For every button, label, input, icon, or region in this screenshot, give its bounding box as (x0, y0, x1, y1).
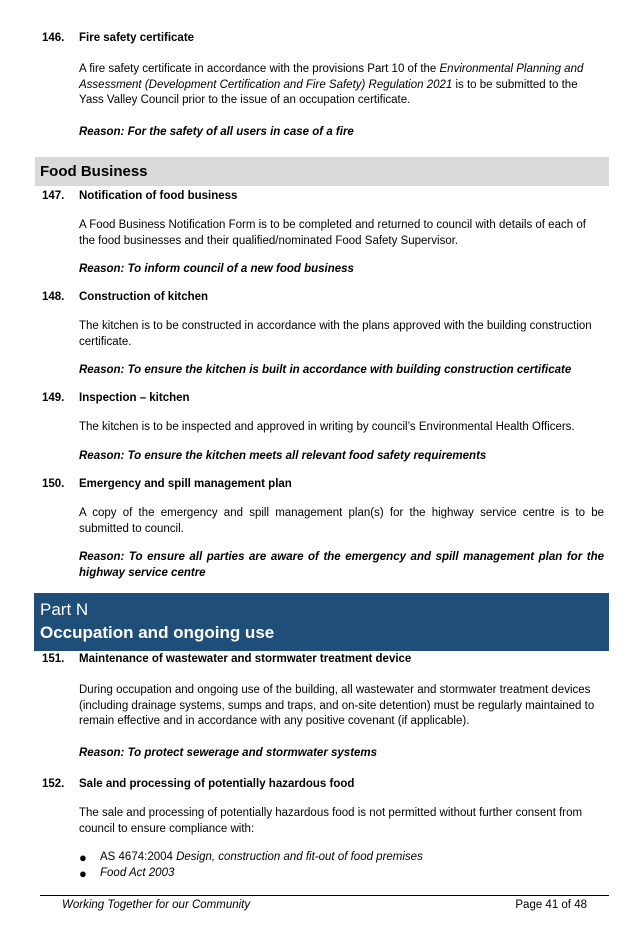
condition-reason: Reason: To inform council of a new food business (79, 263, 354, 275)
condition-body: During occupation and ongoing use of the building, all wastewater and stormwater treatment devices (including drainage systems, sumps and traps, and on-site detention) must be regularly maintained to remain effective and in accordance with any positive covenant (if applicable). (79, 684, 595, 727)
body-text: is to be submitted to the Yass Valley Council prior to the issue of an occupation certificate. (79, 78, 578, 106)
condition-title: Emergency and spill management plan (79, 478, 292, 490)
condition-number: 152. (42, 778, 65, 790)
condition-title: Inspection – kitchen (79, 392, 190, 404)
condition-body (79, 62, 604, 109)
condition-reason: Reason: To ensure the kitchen meets all relevant food safety requirements (79, 450, 487, 462)
body-text: A fire safety certificate in accordance with the provisions Part 10 of the (79, 63, 440, 75)
condition-body: A Food Business Notification Form is to be completed and returned to council with details of each of the food businesses and their qualified/nominated Food Safety Supervisor. (79, 219, 586, 247)
standard-number: AS 4674:2004 (100, 851, 177, 863)
condition-reason: Reason: To ensure the kitchen is built in accordance with building construction certificate (79, 364, 572, 376)
part-title: Occupation and ongoing use (40, 623, 275, 642)
act-title: Food Act 2003 (100, 867, 175, 879)
condition-number: 148. (42, 291, 65, 303)
condition-title: Sale and processing of potentially hazardous food (79, 778, 355, 790)
condition-number: 151. (42, 653, 65, 665)
footer-tagline: Working Together for our Community (62, 899, 251, 911)
bullet-icon: ● (79, 866, 87, 881)
footer-divider (40, 895, 609, 896)
condition-body: The kitchen is to be constructed in accordance with the plans approved with the building construction certificate. (79, 320, 592, 348)
condition-number: 147. (42, 190, 65, 202)
section-heading: Food Business (35, 157, 609, 186)
part-heading (34, 593, 609, 651)
condition-title: Maintenance of wastewater and stormwater treatment device (79, 653, 412, 665)
regulation-title: Environmental Planning and Assessment (Development Certification and Fire Safety) Regulation 2021 (79, 63, 584, 91)
condition-number: 146. (42, 32, 65, 44)
condition-title: Construction of kitchen (79, 291, 209, 303)
part-label: Part N (40, 600, 89, 619)
condition-reason: Reason: For the safety of all users in case of a fire (79, 126, 354, 138)
condition-body: A copy of the emergency and spill management plan(s) for the highway service centre is to be submitted to council. (79, 507, 604, 535)
condition-number: 150. (42, 478, 65, 490)
condition-title: Fire safety certificate (79, 32, 195, 44)
condition-reason: Reason: To ensure all parties are aware of the emergency and spill management plan for the highway service centre (79, 551, 604, 579)
condition-body: The sale and processing of potentially hazardous food is not permitted without further consent from council to ensure compliance with: (79, 807, 583, 835)
page-number: Page 41 of 48 (515, 899, 587, 911)
condition-title: Notification of food business (79, 190, 238, 202)
standard-title: Design, construction and fit-out of food premises (176, 851, 423, 863)
condition-body: The kitchen is to be inspected and approved in writing by council’s Environmental Health Officers. (79, 421, 575, 433)
condition-reason: Reason: To protect sewerage and stormwater systems (79, 747, 378, 759)
bullet-icon: ● (79, 850, 87, 865)
condition-number: 149. (42, 392, 65, 404)
